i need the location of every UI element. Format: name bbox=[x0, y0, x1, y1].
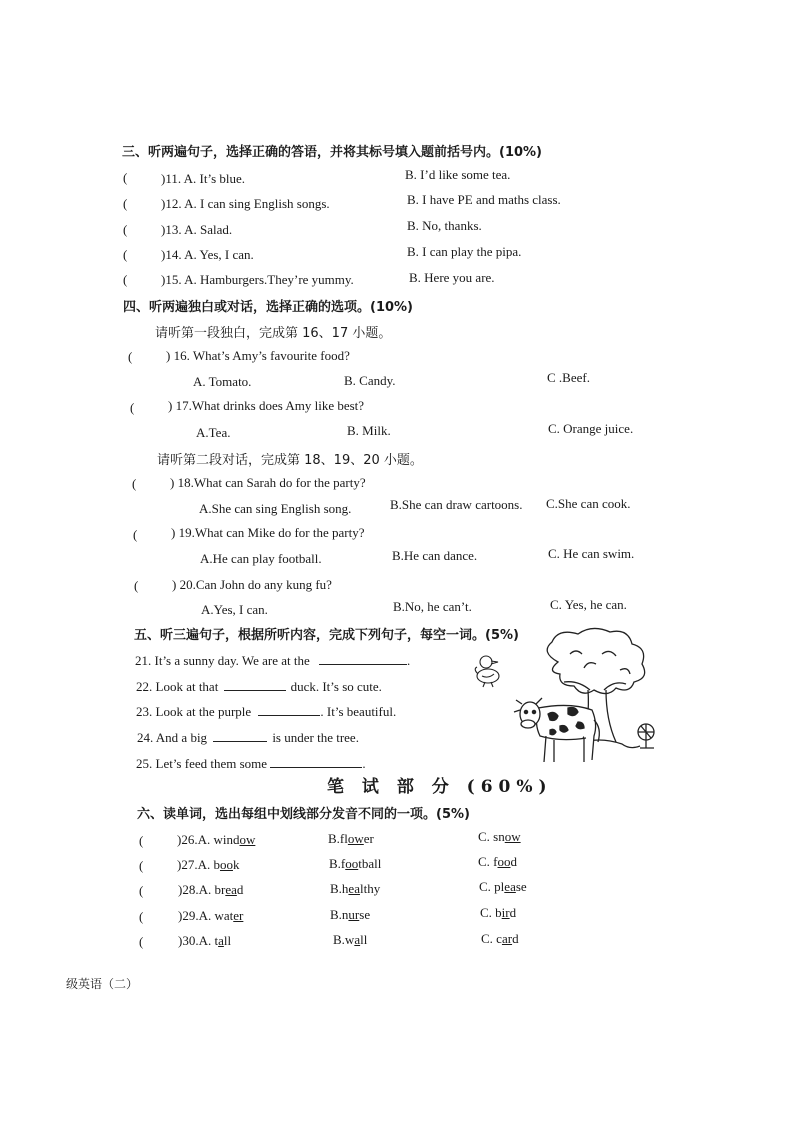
answer-blank[interactable] bbox=[270, 755, 362, 768]
option-b: B.healthy bbox=[330, 881, 381, 896]
question-text: ) 18.What can Sarah do for the party? bbox=[170, 475, 366, 490]
duck-icon bbox=[475, 656, 499, 687]
option-c: C. snow bbox=[478, 829, 521, 844]
answer-paren[interactable]: ( bbox=[123, 170, 128, 185]
question-text: ) 17.What drinks does Amy like best? bbox=[168, 398, 365, 413]
option-c: C.She can cook. bbox=[546, 496, 631, 511]
option-b: B.He can dance. bbox=[392, 548, 478, 563]
option-a: )30.A. tall bbox=[178, 933, 232, 948]
answer-blank[interactable] bbox=[258, 703, 320, 716]
option-c: C. card bbox=[481, 931, 519, 946]
question-text: ) 19.What can Mike do for the party? bbox=[171, 525, 365, 540]
option-a: )29.A. water bbox=[178, 908, 244, 923]
option-c: C .Beef. bbox=[547, 370, 590, 385]
sentence-text: 21. It’s a sunny day. We are at the bbox=[135, 653, 310, 668]
answer-paren[interactable]: ( bbox=[132, 476, 137, 491]
section3-title: 三、听两遍句子，选择正确的答语，并将其标号填入题前括号内。(10%) bbox=[122, 145, 542, 160]
option-c: C. Yes, he can. bbox=[550, 597, 627, 612]
question-text: )13. A. Salad. bbox=[161, 222, 233, 237]
section5-title: 五、听三遍句子，根据所听内容，完成下列句子，每空一词。(5%) bbox=[134, 628, 519, 643]
answer-paren[interactable]: ( bbox=[133, 527, 138, 542]
sentence-text: . It’s beautiful. bbox=[320, 704, 397, 719]
option-a: )28.A. bread bbox=[178, 882, 244, 897]
written-section-title: 笔 试 部 分 (60%) bbox=[327, 777, 553, 797]
sentence-text: 23. Look at the purple bbox=[136, 704, 252, 719]
fill-blank-item bbox=[135, 652, 410, 669]
answer-paren[interactable]: ( bbox=[139, 858, 144, 873]
section4-part1-instruction: 请听第一段独白，完成第 16、17 小题。 bbox=[155, 326, 392, 341]
option-b: B. No, thanks. bbox=[407, 218, 482, 233]
cow-icon bbox=[514, 698, 599, 762]
answer-paren[interactable]: ( bbox=[123, 196, 128, 211]
option-a: )26.A. window bbox=[177, 832, 256, 847]
option-c: C. food bbox=[478, 854, 517, 869]
fill-blank-item bbox=[136, 755, 366, 772]
fill-blank-item bbox=[136, 703, 396, 720]
sentence-text: is under the tree. bbox=[272, 730, 359, 745]
option-a: A.She can sing English song. bbox=[199, 501, 352, 516]
page-footer: 级英语（二） bbox=[66, 977, 139, 991]
sentence-text: 24. And a big bbox=[137, 730, 208, 745]
answer-blank[interactable] bbox=[213, 729, 267, 742]
question-text: )14. A. Yes, I can. bbox=[161, 247, 254, 262]
answer-paren[interactable]: ( bbox=[123, 272, 128, 287]
sentence-text: 25. Let’s feed them some bbox=[136, 756, 268, 771]
fill-blank-item bbox=[137, 729, 359, 746]
question-text: )11. A. It’s blue. bbox=[161, 171, 246, 186]
answer-paren[interactable]: ( bbox=[123, 222, 128, 237]
option-b: B.flower bbox=[328, 831, 374, 846]
sentence-text: . bbox=[362, 756, 366, 771]
option-b: B. I have PE and maths class. bbox=[407, 192, 561, 207]
option-a: A. Tomato. bbox=[193, 374, 252, 389]
option-b: B.She can draw cartoons. bbox=[390, 497, 523, 512]
option-b: B.football bbox=[329, 856, 382, 871]
option-b: B. Milk. bbox=[347, 423, 391, 438]
option-b: B.wall bbox=[333, 932, 368, 947]
option-a: A.Yes, I can. bbox=[201, 602, 268, 617]
option-c: C. He can swim. bbox=[548, 546, 635, 561]
answer-paren[interactable]: ( bbox=[134, 578, 139, 593]
sentence-text: 22. Look at that bbox=[136, 679, 219, 694]
option-c: C. bird bbox=[480, 905, 517, 920]
section4-title: 四、听两遍独白或对话，选择正确的选项。(10%) bbox=[123, 300, 413, 315]
option-c: C. please bbox=[479, 879, 527, 894]
sentence-text: . bbox=[407, 653, 411, 668]
option-a: A.Tea. bbox=[196, 425, 231, 440]
question-text: ) 20.Can John do any kung fu? bbox=[172, 577, 332, 592]
fill-blank-item bbox=[136, 678, 382, 695]
farm-illustration bbox=[470, 624, 675, 774]
answer-paren[interactable]: ( bbox=[139, 934, 144, 949]
section4-part2-instruction: 请听第二段对话，完成第 18、19、20 小题。 bbox=[157, 453, 423, 468]
answer-paren[interactable]: ( bbox=[139, 833, 144, 848]
answer-blank[interactable] bbox=[224, 678, 286, 691]
option-a: A.He can play football. bbox=[200, 551, 322, 566]
option-c: C. Orange juice. bbox=[548, 421, 634, 436]
answer-paren[interactable]: ( bbox=[123, 247, 128, 262]
answer-paren[interactable]: ( bbox=[130, 400, 135, 415]
option-b: B.No, he can’t. bbox=[393, 599, 472, 614]
option-b: B. I’d like some tea. bbox=[405, 167, 511, 182]
answer-paren[interactable]: ( bbox=[139, 883, 144, 898]
option-b: B. Candy. bbox=[344, 373, 396, 388]
option-b: B. Here you are. bbox=[409, 270, 495, 285]
option-b: B.nurse bbox=[330, 907, 371, 922]
sentence-text: duck. It’s so cute. bbox=[290, 679, 382, 694]
question-text: )15. A. Hamburgers.They’re yummy. bbox=[161, 272, 354, 287]
question-text: )12. A. I can sing English songs. bbox=[161, 196, 330, 211]
answer-paren[interactable]: ( bbox=[128, 349, 133, 364]
option-b: B. I can play the pipa. bbox=[407, 244, 522, 259]
option-a: )27.A. book bbox=[177, 857, 240, 872]
answer-blank[interactable] bbox=[319, 652, 407, 665]
question-text: ) 16. What’s Amy’s favourite food? bbox=[166, 348, 350, 363]
answer-paren[interactable]: ( bbox=[139, 909, 144, 924]
section6-title: 六、读单词，选出每组中划线部分发音不同的一项。(5%) bbox=[137, 807, 470, 822]
